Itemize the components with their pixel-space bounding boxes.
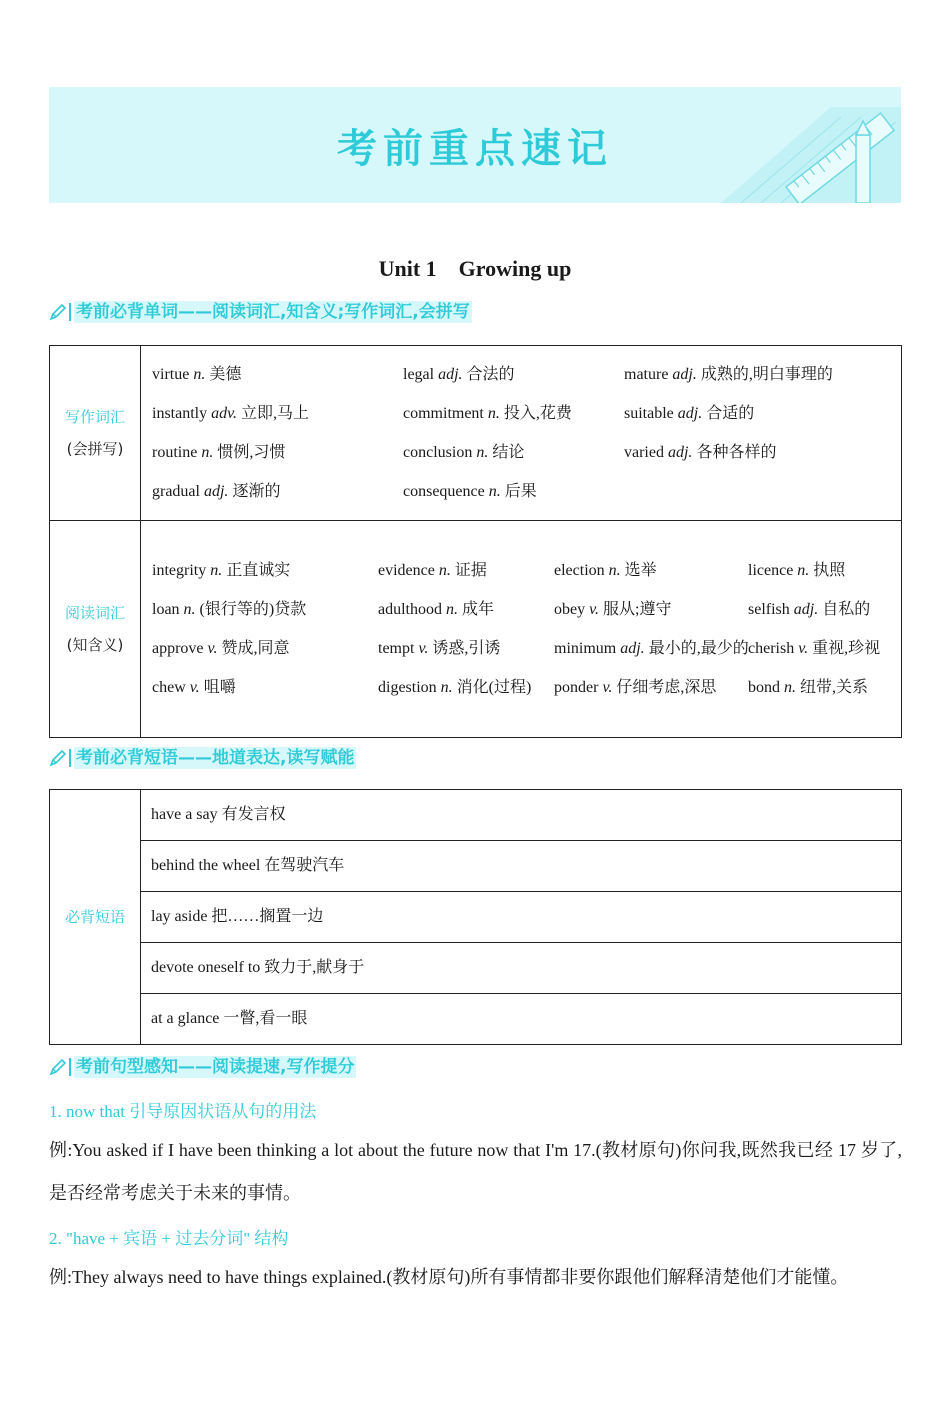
reading-vocab-label: 阅读词汇 [64, 604, 125, 622]
writing-vocab-label: 写作词汇 [64, 408, 125, 426]
vocab-meaning: 选举 [624, 562, 657, 579]
vocab-meaning: 重视,珍视 [812, 640, 881, 657]
writing-vocab-sublabel: (会拼写) [66, 440, 124, 458]
vocab-word: chew [152, 679, 186, 696]
vocab-pos: v. [418, 640, 429, 657]
vocab-word: consequence [403, 483, 485, 500]
vocab-word: mature [624, 366, 669, 383]
unit-title: Unit 1 Growing up [378, 256, 572, 281]
vocab-word: bond [748, 679, 780, 696]
vocab-item [403, 472, 624, 511]
vocab-meaning: 各种各样的 [696, 444, 777, 461]
sentence-heading-text: 考前句型感知——阅读提速,写作提分 [76, 1057, 355, 1077]
phrase-item: devote oneself to 致力于,献身于 [141, 943, 902, 994]
heading-bar [69, 1058, 71, 1076]
vocab-pos: n. [210, 562, 223, 579]
vocab-pos: adv. [211, 405, 238, 422]
vocab-word: evidence [378, 562, 435, 579]
vocab-pos: n. [488, 483, 501, 500]
vocab-word: adulthood [378, 601, 442, 618]
reading-vocab-row [50, 521, 902, 738]
pencil-icon [49, 749, 67, 767]
vocab-item [403, 433, 624, 472]
vocab-table [49, 345, 902, 738]
vocab-word: ponder [554, 679, 599, 696]
vocab-pos: v. [798, 640, 809, 657]
vocab-word: election [554, 562, 605, 579]
phrase-heading-text: 考前必背短语——地道表达,读写赋能 [76, 748, 355, 768]
vocab-meaning: (银行等的)贷款 [199, 601, 307, 618]
writing-vocab-grid [142, 347, 900, 519]
vocab-meaning: 证据 [454, 562, 487, 579]
pencil-icon [49, 1058, 67, 1076]
vocab-item [748, 551, 892, 590]
writing-vocab-row [50, 346, 902, 521]
vocab-item [378, 551, 554, 590]
vocab-item [554, 629, 748, 668]
vocab-item [403, 355, 624, 394]
vocab-meaning: 最小的,最少的 [648, 640, 749, 657]
phrase-item: behind the wheel 在驾驶汽车 [141, 841, 902, 892]
vocab-meaning: 消化(过程) [456, 679, 532, 696]
vocab-word: commitment [403, 405, 484, 422]
vocab-pos: adj. [620, 640, 645, 657]
phrase-label: 必背短语 [64, 908, 125, 926]
vocab-item [554, 668, 748, 707]
phrase-row-2 [50, 892, 902, 943]
vocab-meaning: 正直诚实 [226, 562, 291, 579]
reading-vocab-sublabel: (知含义) [66, 636, 124, 654]
vocab-item [554, 590, 748, 629]
sentence-pattern-2-heading: 2. "have + 宾语 + 过去分词" 结构 [49, 1229, 289, 1248]
vocab-meaning: 立即,马上 [241, 405, 310, 422]
vocab-meaning: 惯例,习惯 [217, 444, 286, 461]
vocab-item [152, 629, 378, 668]
pencil-icon [49, 303, 67, 321]
phrase-row-1 [50, 841, 902, 892]
heading-bar [69, 749, 71, 767]
vocab-word: instantly [152, 405, 208, 422]
vocab-item [624, 433, 892, 472]
banner-title: 考前重点速记 [337, 126, 613, 172]
vocab-item [152, 551, 378, 590]
vocab-pos: n. [193, 366, 206, 383]
vocab-pos: v. [189, 679, 200, 696]
vocab-meaning: 逐渐的 [232, 483, 281, 500]
vocab-pos: v. [207, 640, 218, 657]
vocab-word: integrity [152, 562, 207, 579]
vocab-item [624, 355, 892, 394]
vocab-pos: adj. [438, 366, 463, 383]
vocab-meaning: 成年 [462, 601, 495, 618]
vocab-word: loan [152, 601, 180, 618]
vocab-item [152, 355, 403, 394]
vocab-item [624, 394, 892, 433]
vocab-section-heading [49, 300, 472, 324]
vocab-meaning: 自私的 [822, 601, 871, 618]
vocab-item [152, 394, 403, 433]
vocab-word: conclusion [403, 444, 473, 461]
vocab-pos: n. [183, 601, 196, 618]
vocab-meaning: 美德 [209, 366, 242, 383]
vocab-pos: adj. [667, 444, 693, 461]
vocab-pos: n. [487, 405, 500, 422]
vocab-pos: adj. [672, 366, 697, 383]
vocab-word: suitable [624, 405, 674, 422]
reading-vocab-grid [142, 543, 900, 715]
vocab-meaning: 成熟的,明白事理的 [700, 366, 833, 383]
vocab-word: varied [624, 444, 664, 461]
vocab-meaning: 诱惑,引诱 [432, 640, 501, 657]
heading-bar [69, 303, 71, 321]
vocab-meaning: 执照 [813, 562, 846, 579]
vocab-meaning: 合法的 [466, 366, 515, 383]
vocab-heading-text: 考前必背单词——阅读词汇,知含义;写作词汇,会拼写 [76, 302, 470, 322]
vocab-pos: n. [201, 444, 214, 461]
vocab-meaning: 合适的 [706, 405, 755, 422]
vocab-word: legal [403, 366, 435, 383]
header-banner [49, 87, 901, 203]
vocab-meaning: 服从;遵守 [603, 601, 672, 618]
reading-vocab-label-cell [50, 521, 141, 738]
phrase-row-4 [50, 994, 902, 1045]
vocab-item [748, 629, 892, 668]
phrase-row-3 [50, 943, 902, 994]
vocab-item [748, 668, 892, 707]
vocab-word: cherish [748, 640, 795, 657]
phrase-item: lay aside 把……搁置一边 [141, 892, 902, 943]
vocab-pos: n. [784, 679, 796, 696]
vocab-item [378, 629, 554, 668]
vocab-item [403, 394, 624, 433]
vocab-pos: n. [446, 601, 458, 618]
vocab-pos: adj. [677, 405, 703, 422]
phrase-item: at a glance 一瞥,看一眼 [141, 994, 902, 1045]
vocab-item [748, 590, 892, 629]
vocab-meaning: 纽带,关系 [800, 679, 869, 696]
vocab-word: selfish [748, 601, 790, 618]
vocab-item [378, 590, 554, 629]
vocab-pos: adj. [203, 483, 229, 500]
vocab-item [152, 668, 378, 707]
vocab-word: obey [554, 601, 586, 618]
vocab-item [152, 472, 403, 511]
vocab-word: licence [748, 562, 794, 579]
phrase-table [49, 789, 902, 1045]
sentence-pattern-1-example: 例:You asked if I have been thinking a lot about the future now that I'm 17.(教材原句)你问我,既然我已经 17 岁了,是否经常考虑关于未来的事情。 [49, 1140, 902, 1203]
ruler-pencil-icon [681, 87, 901, 203]
vocab-meaning: 结论 [492, 444, 525, 461]
vocab-word: digestion [378, 679, 437, 696]
vocab-item [152, 590, 378, 629]
vocab-pos: n. [476, 444, 489, 461]
vocab-pos: n. [438, 562, 451, 579]
vocab-meaning: 投入,花费 [503, 405, 572, 422]
vocab-pos: adj. [793, 601, 819, 618]
phrase-label-cell [50, 790, 141, 1045]
vocab-word: minimum [554, 640, 617, 657]
writing-vocab-label-cell [50, 346, 141, 521]
vocab-word: routine [152, 444, 198, 461]
vocab-meaning: 仔细考虑,深思 [616, 679, 717, 696]
vocab-item [378, 668, 554, 707]
sentence-pattern-2-example: 例:They always need to have things explained.(教材原句)所有事情都非要你跟他们解释清楚他们才能懂。 [49, 1267, 849, 1287]
vocab-pos: n. [797, 562, 810, 579]
phrase-section-heading [49, 746, 356, 770]
vocab-item [152, 433, 403, 472]
vocab-meaning: 咀嚼 [203, 679, 236, 696]
vocab-pos: v. [589, 601, 600, 618]
vocab-pos: n. [440, 679, 453, 696]
sentence-pattern-1-heading: 1. now that 引导原因状语从句的用法 [49, 1102, 317, 1121]
vocab-pos: v. [602, 679, 613, 696]
phrase-row-0 [50, 790, 902, 841]
vocab-word: tempt [378, 640, 415, 657]
vocab-word: virtue [152, 366, 190, 383]
vocab-meaning: 后果 [504, 483, 537, 500]
vocab-meaning: 赞成,同意 [221, 640, 290, 657]
vocab-pos: n. [608, 562, 621, 579]
writing-vocab-words-cell [141, 346, 902, 521]
vocab-word: gradual [152, 483, 200, 500]
sentence-section-heading [49, 1055, 356, 1079]
reading-vocab-words-cell [141, 521, 902, 738]
vocab-word: approve [152, 640, 204, 657]
phrase-item: have a say 有发言权 [141, 790, 902, 841]
vocab-item [554, 551, 748, 590]
